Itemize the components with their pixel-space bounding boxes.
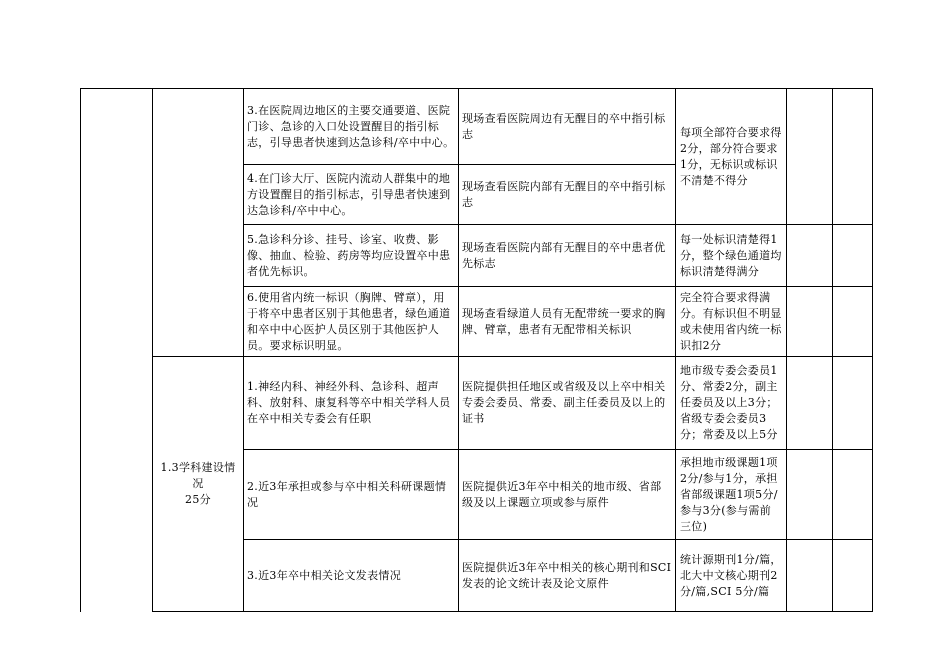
table-border-left xyxy=(80,88,81,612)
section-label-cell: 1.3学科建设情况 25分 xyxy=(160,461,236,506)
column-divider xyxy=(832,88,833,612)
requirement-cell: 3.近3年卒中相关论文发表情况 xyxy=(247,568,401,582)
method-cell: 医院提供近3年卒中相关的地市级、省部级及以上课题立项或参与原件 xyxy=(462,479,662,509)
method-cell: 医院提供近3年卒中相关的核心期刊和SCI发表的论文统计表及论文原件 xyxy=(462,560,672,590)
scoring-cell: 统计源期刊1分/篇，北大中文核心期刊2分/篇,SCI 5分/篇 xyxy=(680,552,782,598)
requirement-cell: 3.在医院周边地区的主要交通要道、医院门诊、急诊的入口处设置醒目的指引标志，引导患者快速到达急诊科/卒中中心。 xyxy=(247,103,455,149)
requirement-cell: 2.近3年承担或参与卒中相关科研课题情况 xyxy=(247,479,447,509)
row-divider xyxy=(152,611,873,612)
method-cell: 现场查看医院内部有无醒目的卒中患者优先标志 xyxy=(462,240,666,270)
column-divider xyxy=(786,88,787,612)
scoring-cell: 地市级专委会委员1分、常委2分，副主任委员及以上3分；省级专委会委员3分；常委及以上5分 xyxy=(680,364,778,441)
requirement-cell: 4.在门诊大厅、医院内流动人群集中的地方设置醒目的指引标志，引导患者快速到达急诊科/卒中中心。 xyxy=(247,171,451,217)
requirement-cell: 6.使用省内统一标识（胸牌、臂章），用于将卒中患者区别于其他患者，绿色通道和卒中中心医护人员区别于其他医护人员。要求标识明显。 xyxy=(247,290,451,352)
method-cell: 现场查看医院内部有无醒目的卒中指引标志 xyxy=(462,179,666,209)
scoring-cell: 每一处标识清楚得1分，整个绿色通道均标识清楚得满分 xyxy=(680,232,782,278)
requirement-cell: 1.神经内科、神经外科、急诊科、超声科、放射科、康复科等卒中相关学科人员在卒中相关专委会有任职 xyxy=(247,380,451,425)
method-cell: 现场查看医院周边有无醒目的卒中指引标志 xyxy=(462,111,666,141)
method-cell: 现场查看绿道人员有无配带统一要求的胸牌、臂章，患者有无配带相关标识 xyxy=(462,306,666,336)
scoring-cell: 每项全部符合要求得2分，部分符合要求1分，无标识或标识不清楚不得分 xyxy=(680,125,782,187)
requirement-cell: 5.急诊科分诊、挂号、诊室、收费、影像、抽血、检验、药房等均应设置卒中患者优先标识。 xyxy=(247,232,451,278)
table-border-right xyxy=(872,88,873,612)
scoring-cell: 完全符合要求得满分。有标识但不明显或未使用省内统一标识扣2分 xyxy=(680,290,782,352)
method-cell: 医院提供担任地区或省级及以上卒中相关专委会委员、常委、副主任委员及以上的证书 xyxy=(462,380,666,425)
scoring-cell: 承担地市级课题1项2分/参与1分，承担省部级课题1项5分/参与3分(参与需前三位) xyxy=(680,455,778,533)
